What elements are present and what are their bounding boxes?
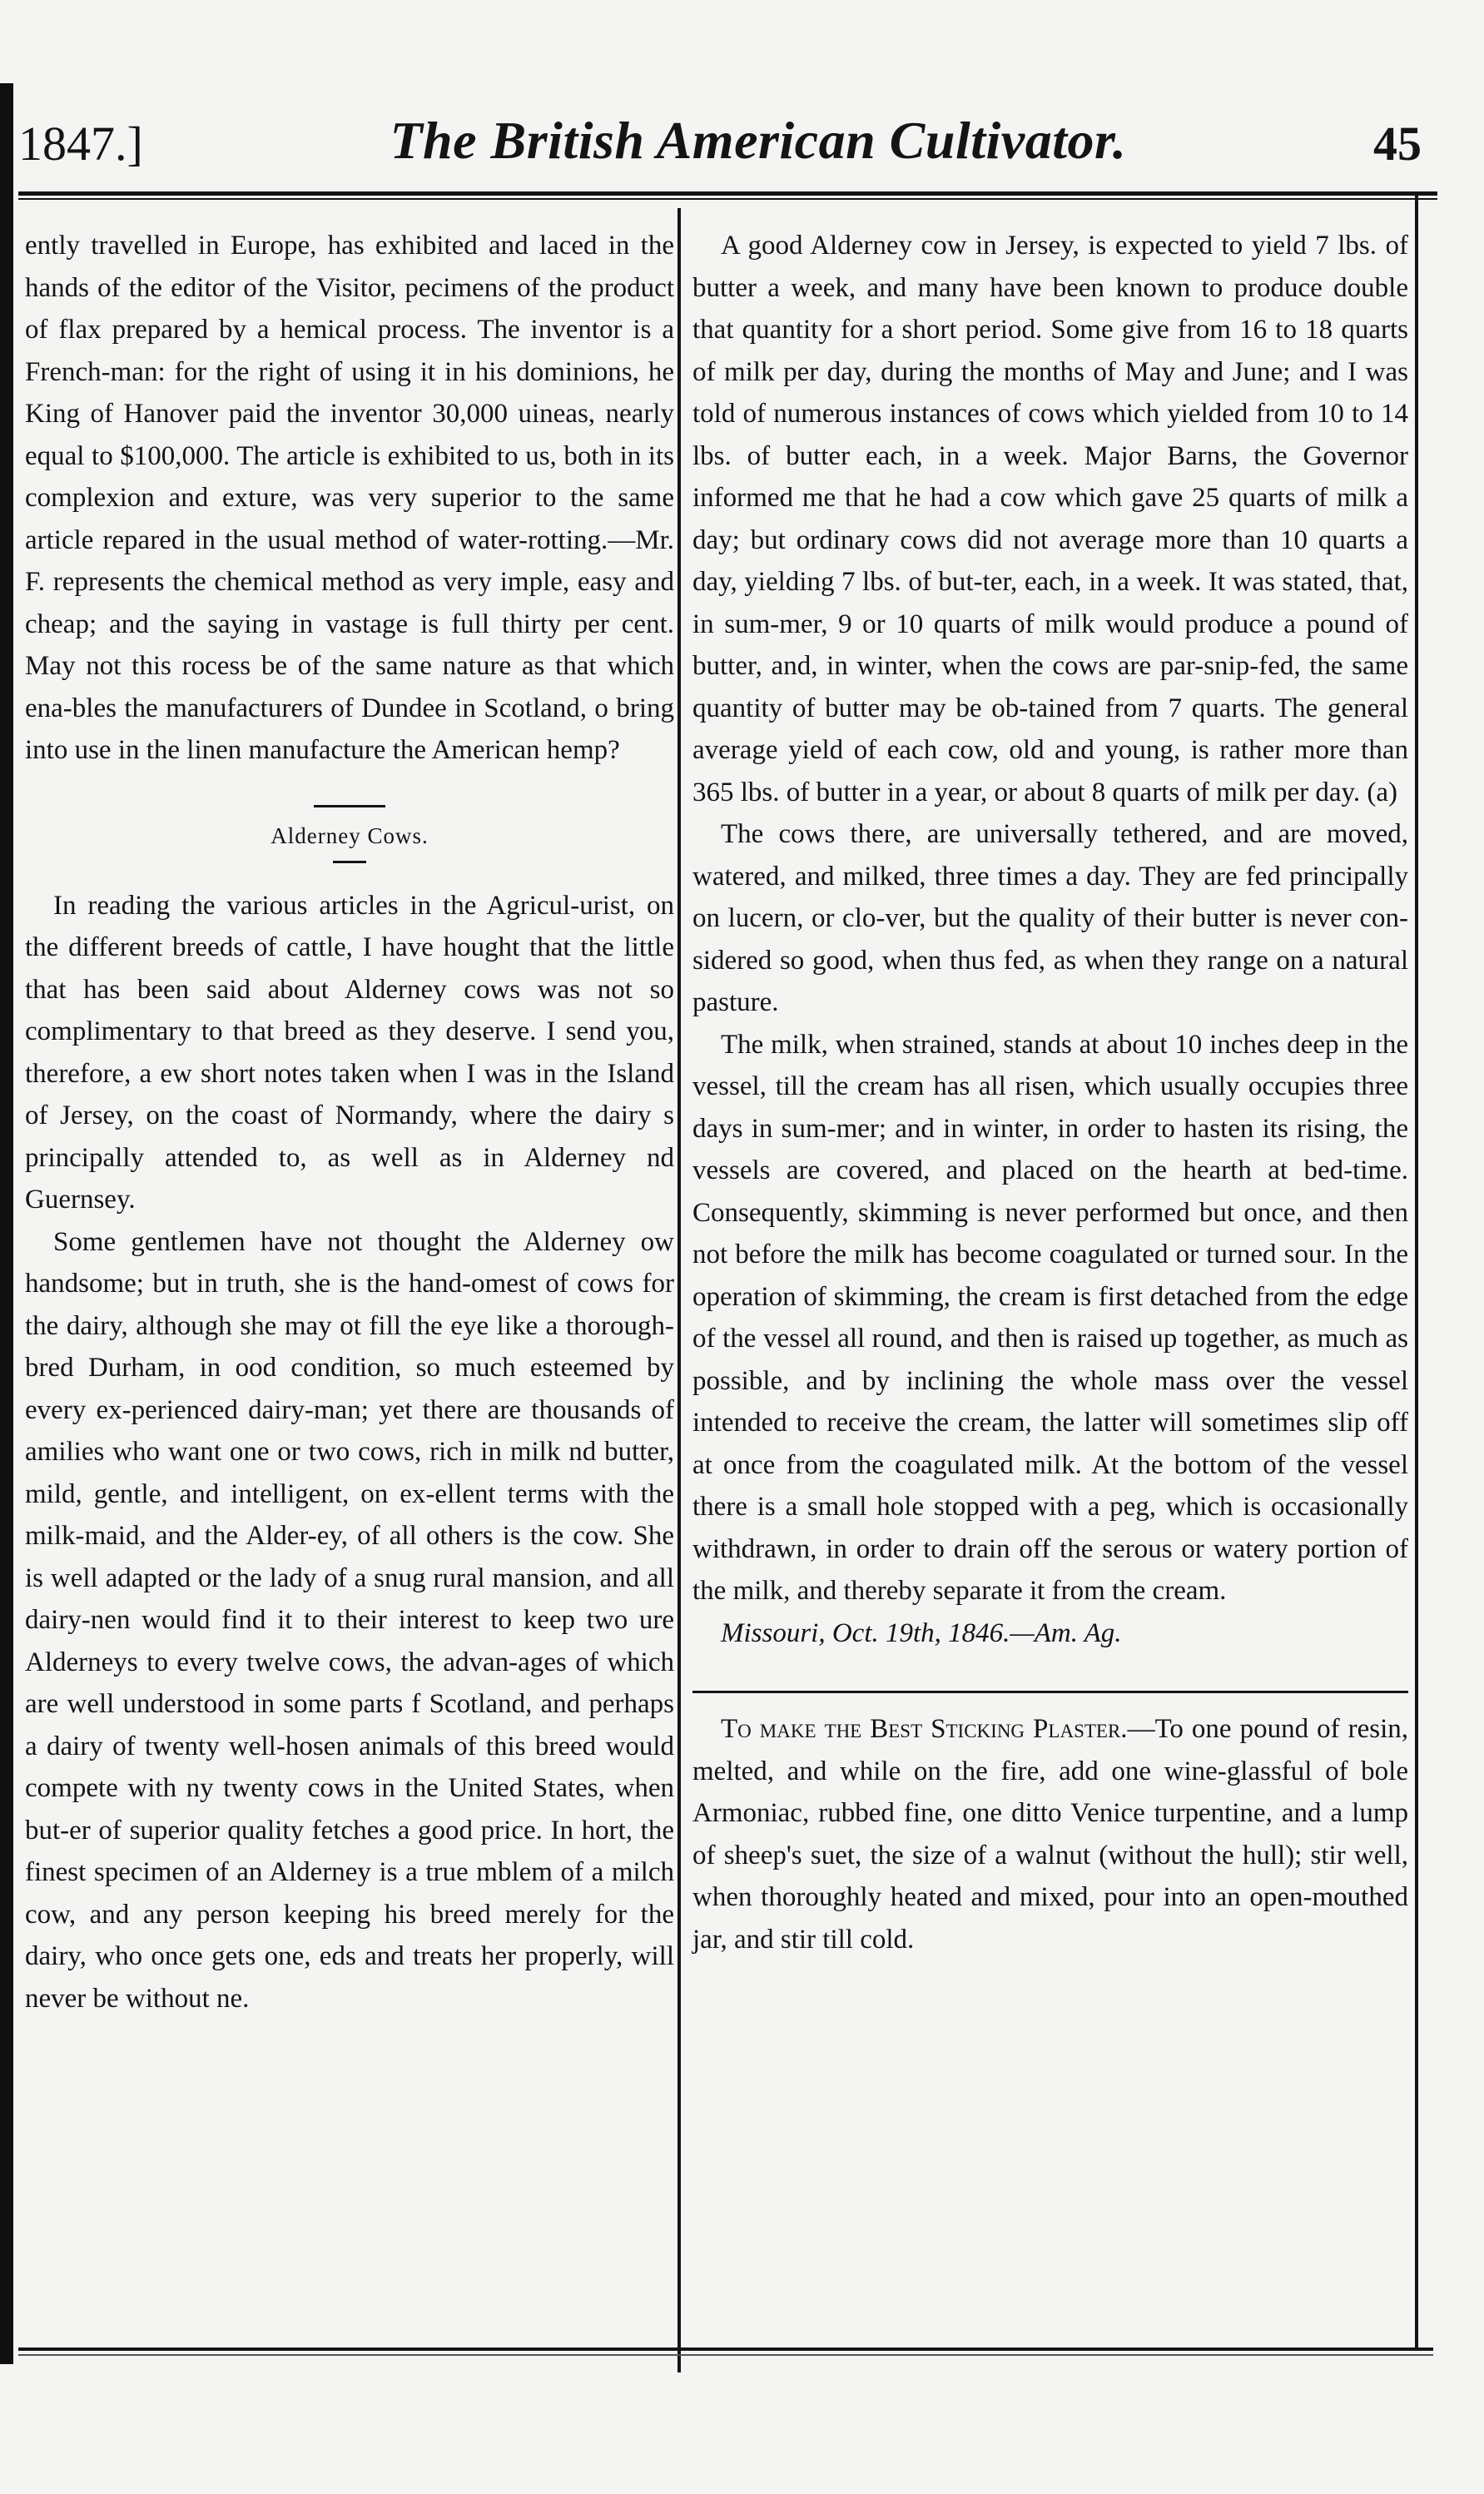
section-title-alderney-cows: Alderney Cows. [270,822,429,848]
page-header [18,100,1433,171]
butter-yield-paragraph: A good Alderney cow in Jersey, is expected to yield 7 lbs. of butter a week, and many have been known to produce double that quantity for a short period. Some give from 16 to 18 quarts of milk per day, during the months of May and June; and I was told of numerous instances of cows which yielded from 10 to 14 lbs. of butter each, in a week. Major Barns, the Governor informed me that he had a cow which gave 25 quarts of milk a day; but ordinary cows did not average more than 10 quarts a day, yielding 7 lbs. of but-ter, each, in a week. It was stated, that, in sum-mer, 9 or 10 quarts of milk would produce a pound of butter, and, in winter, when the cows are par-snip-fed, the same quantity of butter may be ob-tained from 7 quarts. The general average yield of each cow, old and young, is rather more than 365 lbs. of butter in a year, or about 8 quarts of milk per day. (a) [692,231,1408,807]
alderney-paragraph-1: In reading the various articles in the Agricul-urist, on the different breeds of cattle, I have hought that the little that has been said about Alderney cows was not so complimentary to that breed as they deserve. I send you, therefore, a ew short notes taken when I was in the Island of Jersey, on the coast of Normandy, where the dairy s principally attended to, as well as in Alderney nd Guernsey. [25,890,674,1215]
alderney-paragraph-2: Some gentlemen have not thought the Alderney ow handsome; but in truth, she is the hand-omest of cows for the dairy, although she may ot fill the eye like a thorough-bred Durham, in ood condition, so much esteemed by every ex-perienced dairy-man; yet there are thousands of amilies who want one or two cows, rich in milk nd butter, mild, gentle, and intelligent, on ex-ellent terms with the milk-maid, and the Alder-ey, of all others is the cow. She is well adapted or the lady of a snug rural mansion, and all dairy-nen would find it to their interest to keep two ure Alderneys to every twelve cows, the advan-ages of which are well understood in some parts f Scotland, and perhaps a dairy of twenty well-hosen animals of this breed would compete with ny twenty cows in the United States, when but-er of superior quality fetches a good price. In hort, the finest specimen of an Alderney is a true mblem of a milch cow, and any person keeping his breed merely for the dairy, who once gets one, eds and treats her properly, will never be without ne. [25,1226,674,2014]
section-divider [314,805,385,807]
page-binding-edge [0,83,13,2364]
flax-article-paragraph: ently travelled in Europe, has exhibited and laced in the hands of the editor of the Visitor, pecimens of the product of flax prepared by a hemical process. The inventor is a French-man: for the right of using it in his dominions, he King of Hanover paid the inventor 30,000 uineas, nearly equal to $100,000. The article is exhibited to us, both in its complexion and exture, was very superior to the same article repared in the usual method of water-rotting.—Mr. F. represents the chemical method as very imple, easy and cheap; and the saying in vastage is full thirty per cent. May not this rocess be of the same nature as that which ena-bles the manufacturers of Dundee in Scotland, o bring into use in the linen manufacture the American hemp? [25,231,674,765]
publication-title: The British American Cultivator. [390,111,1127,170]
article-signature: Missouri, Oct. 19th, 1846.—Am. Ag. [721,1617,1122,1648]
right-column [692,225,1408,1960]
page-number: 45 [1372,117,1422,171]
header-rule [18,191,1437,196]
recipe-heading: To make the Best Sticking Plaster. [721,1714,1128,1744]
article-separator [692,1691,1408,1693]
header-year: 1847.] [18,117,143,171]
sticking-plaster-recipe [692,1708,1408,1960]
left-column [25,225,674,2020]
section-title-underline [333,861,366,863]
right-frame-rule [1415,191,1418,2347]
header-rule-thin [18,198,1437,200]
recipe-body: —To one pound of resin, melted, and while on the fire, add one wine-glassful of bole Armoniac, rubbed fine, one ditto Venice turpentine, and a lump of sheep's suet, the size of a walnut (without the hull); stir well, when thoroughly heated and mixed, pour into an open-mouthed jar, and stir till cold. [692,1714,1409,1955]
footer-rule-thin [18,2354,1433,2356]
tethering-paragraph: The cows there, are universally tethered, and are moved, watered, and milked, three times a day. They are fed principally on lucern, or clo-ver, but the quality of their butter is never con-sidered so good, when thus fed, as when they range on a natural pasture. [692,819,1408,1017]
footer-rule [18,2347,1433,2351]
milk-skimming-paragraph: The milk, when strained, stands at about 10 inches deep in the vessel, till the cream has all risen, which usually occupies three days in sum-mer; and in winter, in order to hasten its rising, the vessels are covered, and placed on the hearth at bed-time. Consequently, skimming is never performed but once, and then not before the milk has become coagulated or turned sour. In the operation of skimming, the cream is first detached from the edge of the vessel all round, and then is raised up together, as much as possible, and by inclining the whole mass over the vessel intended to receive the cream, the latter will sometimes slip off at once from the coagulated milk. At the bottom of the vessel there is a small hole stopped with a peg, which is occasionally withdrawn, in order to drain off the serous or watery portion of the milk, and thereby separate it from the cream. [692,1029,1408,1606]
column-divider [677,208,681,2372]
